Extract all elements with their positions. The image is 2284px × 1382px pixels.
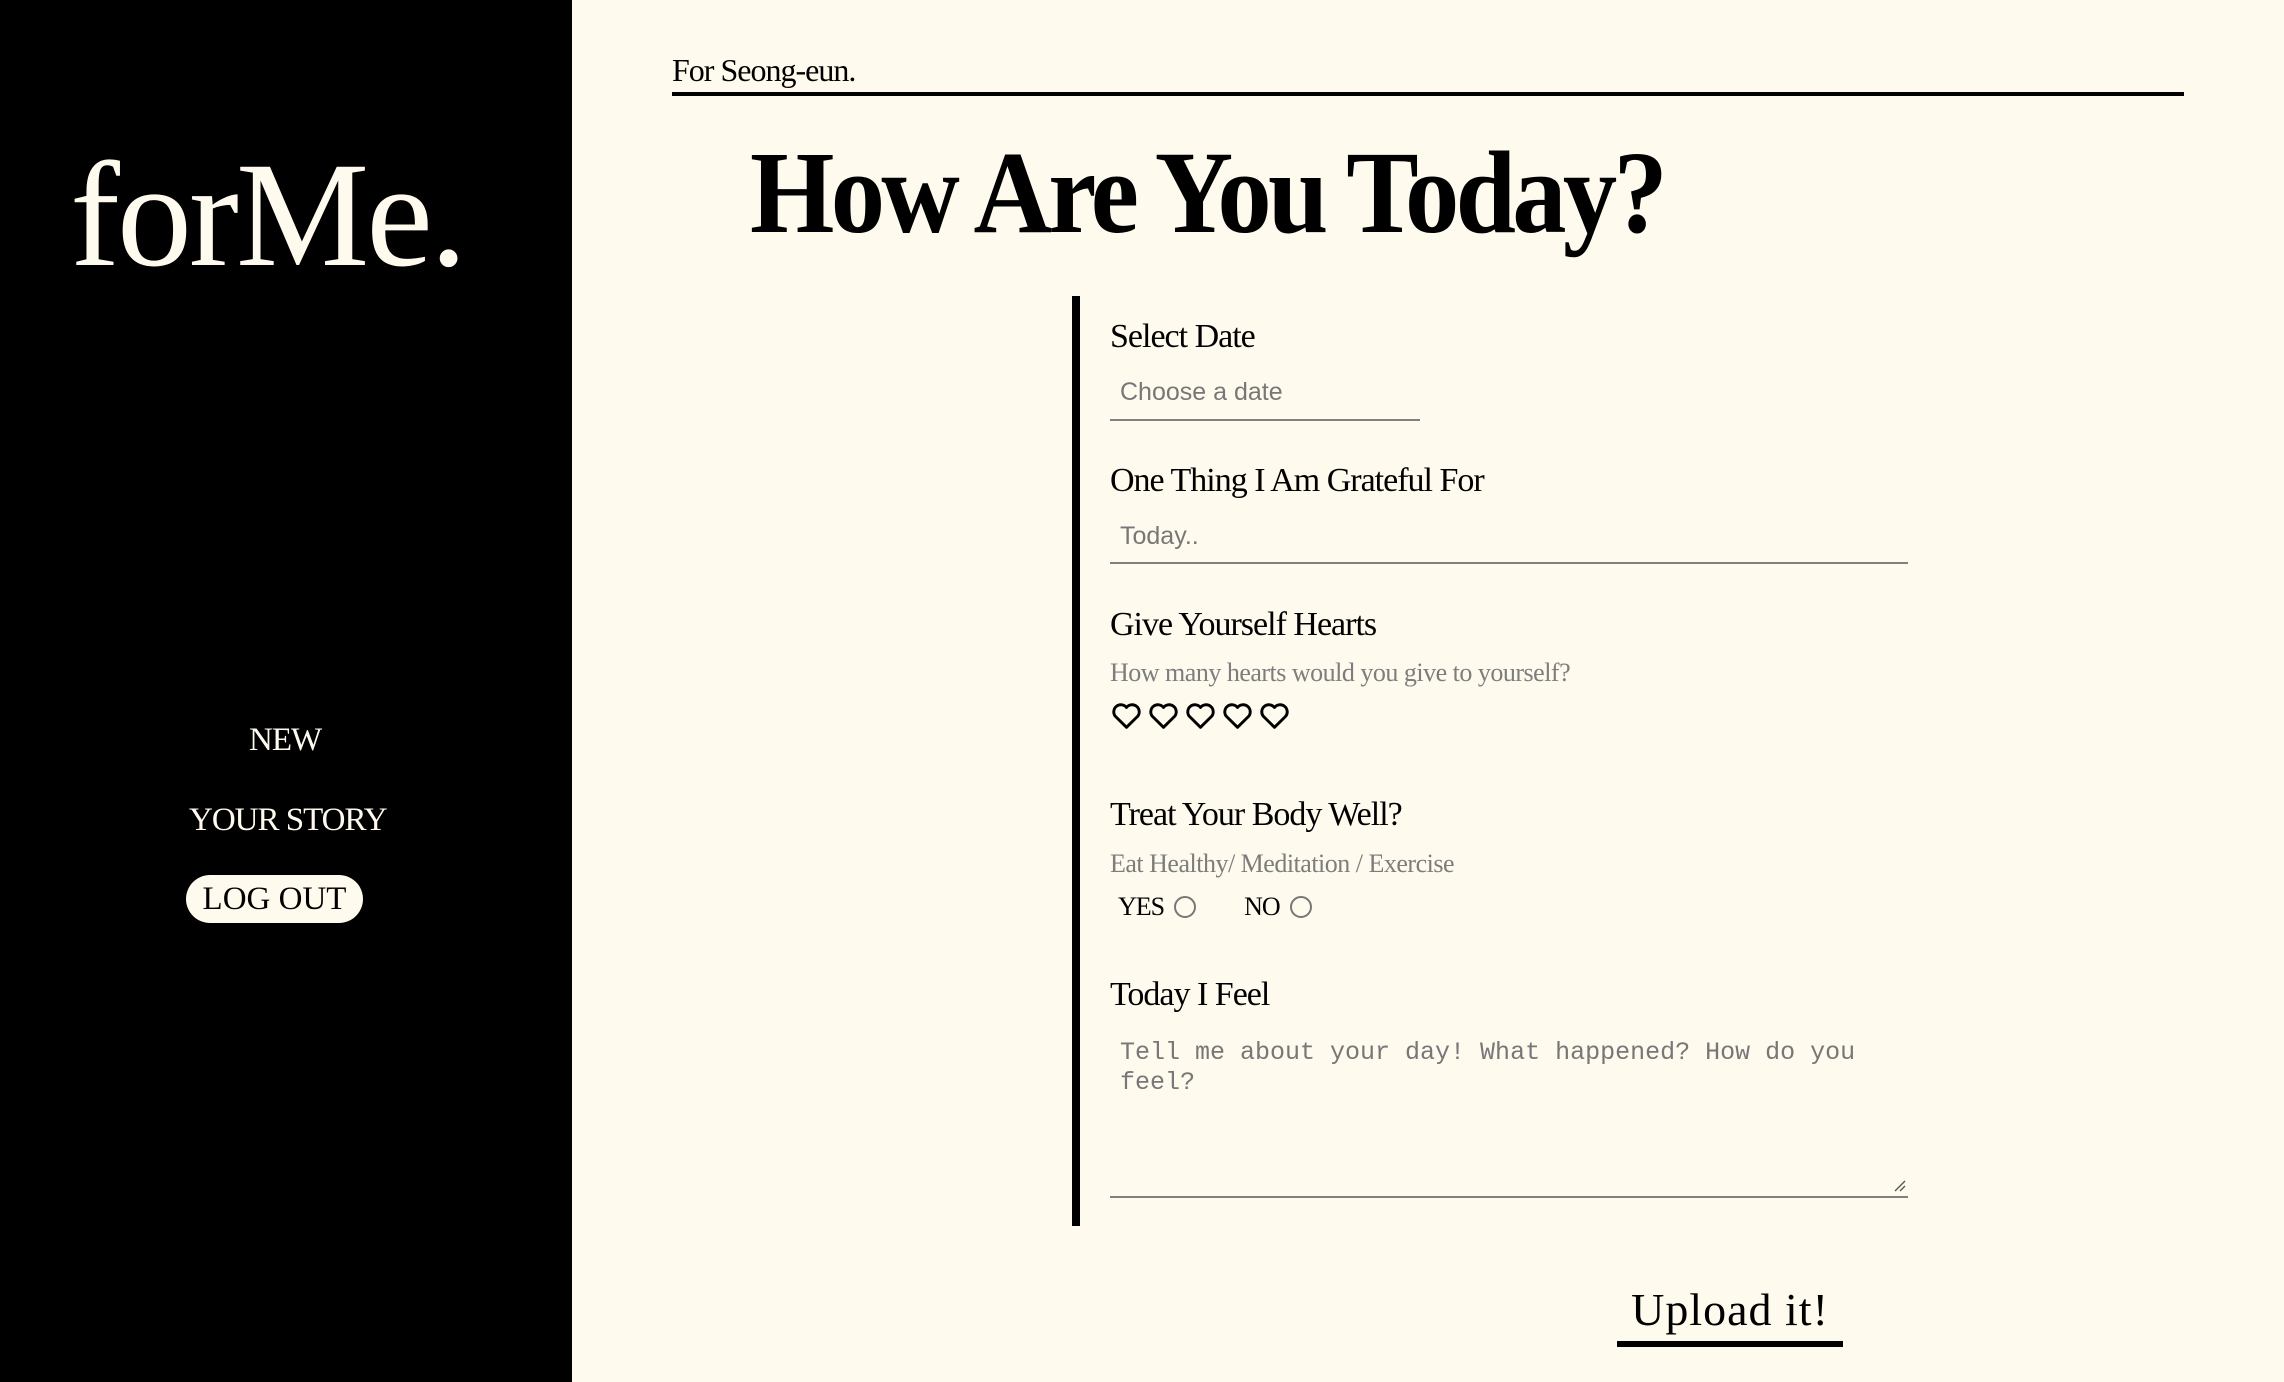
page-title: How Are You Today?: [750, 127, 1665, 258]
body-label: Treat Your Body Well?: [1110, 796, 1402, 833]
sidebar: [0, 0, 572, 1382]
grateful-input[interactable]: [1110, 520, 1908, 564]
nav-your-story[interactable]: YOUR STORY: [189, 802, 387, 838]
radio-yes[interactable]: [1174, 896, 1196, 918]
body-radio-group: [1118, 892, 1312, 922]
upload-button[interactable]: Upload it!: [1617, 1278, 1843, 1340]
hearts-label: Give Yourself Hearts: [1110, 606, 1377, 643]
hearts-rating: [1110, 700, 1291, 732]
body-subtitle: Eat Healthy/ Meditation / Exercise: [1110, 849, 1454, 878]
greeting: For Seong-eun.: [672, 52, 856, 88]
radio-yes-label: YES: [1118, 892, 1165, 921]
greeting-divider: [672, 92, 2184, 96]
nav-new[interactable]: NEW: [249, 722, 322, 758]
date-input[interactable]: [1110, 376, 1420, 421]
form-left-border: [1072, 296, 1080, 1226]
radio-no[interactable]: [1290, 896, 1312, 918]
upload-underline: [1617, 1341, 1843, 1347]
logout-button[interactable]: LOG OUT: [186, 875, 363, 923]
heart-outline-icon[interactable]: [1147, 700, 1180, 732]
grateful-label: One Thing I Am Grateful For: [1110, 462, 1484, 499]
date-label: Select Date: [1110, 318, 1255, 355]
hearts-subtitle: How many hearts would you give to yourself?: [1110, 658, 1571, 687]
app-logo: forMe.: [70, 132, 465, 298]
heart-outline-icon[interactable]: [1184, 700, 1217, 732]
resize-handle-icon[interactable]: [1892, 1178, 1906, 1192]
feel-label: Today I Feel: [1110, 976, 1270, 1013]
heart-outline-icon[interactable]: [1221, 700, 1254, 732]
heart-outline-icon[interactable]: [1258, 700, 1291, 732]
radio-no-label: NO: [1244, 892, 1280, 921]
feel-textarea[interactable]: [1110, 1030, 1908, 1198]
heart-outline-icon[interactable]: [1110, 700, 1143, 732]
